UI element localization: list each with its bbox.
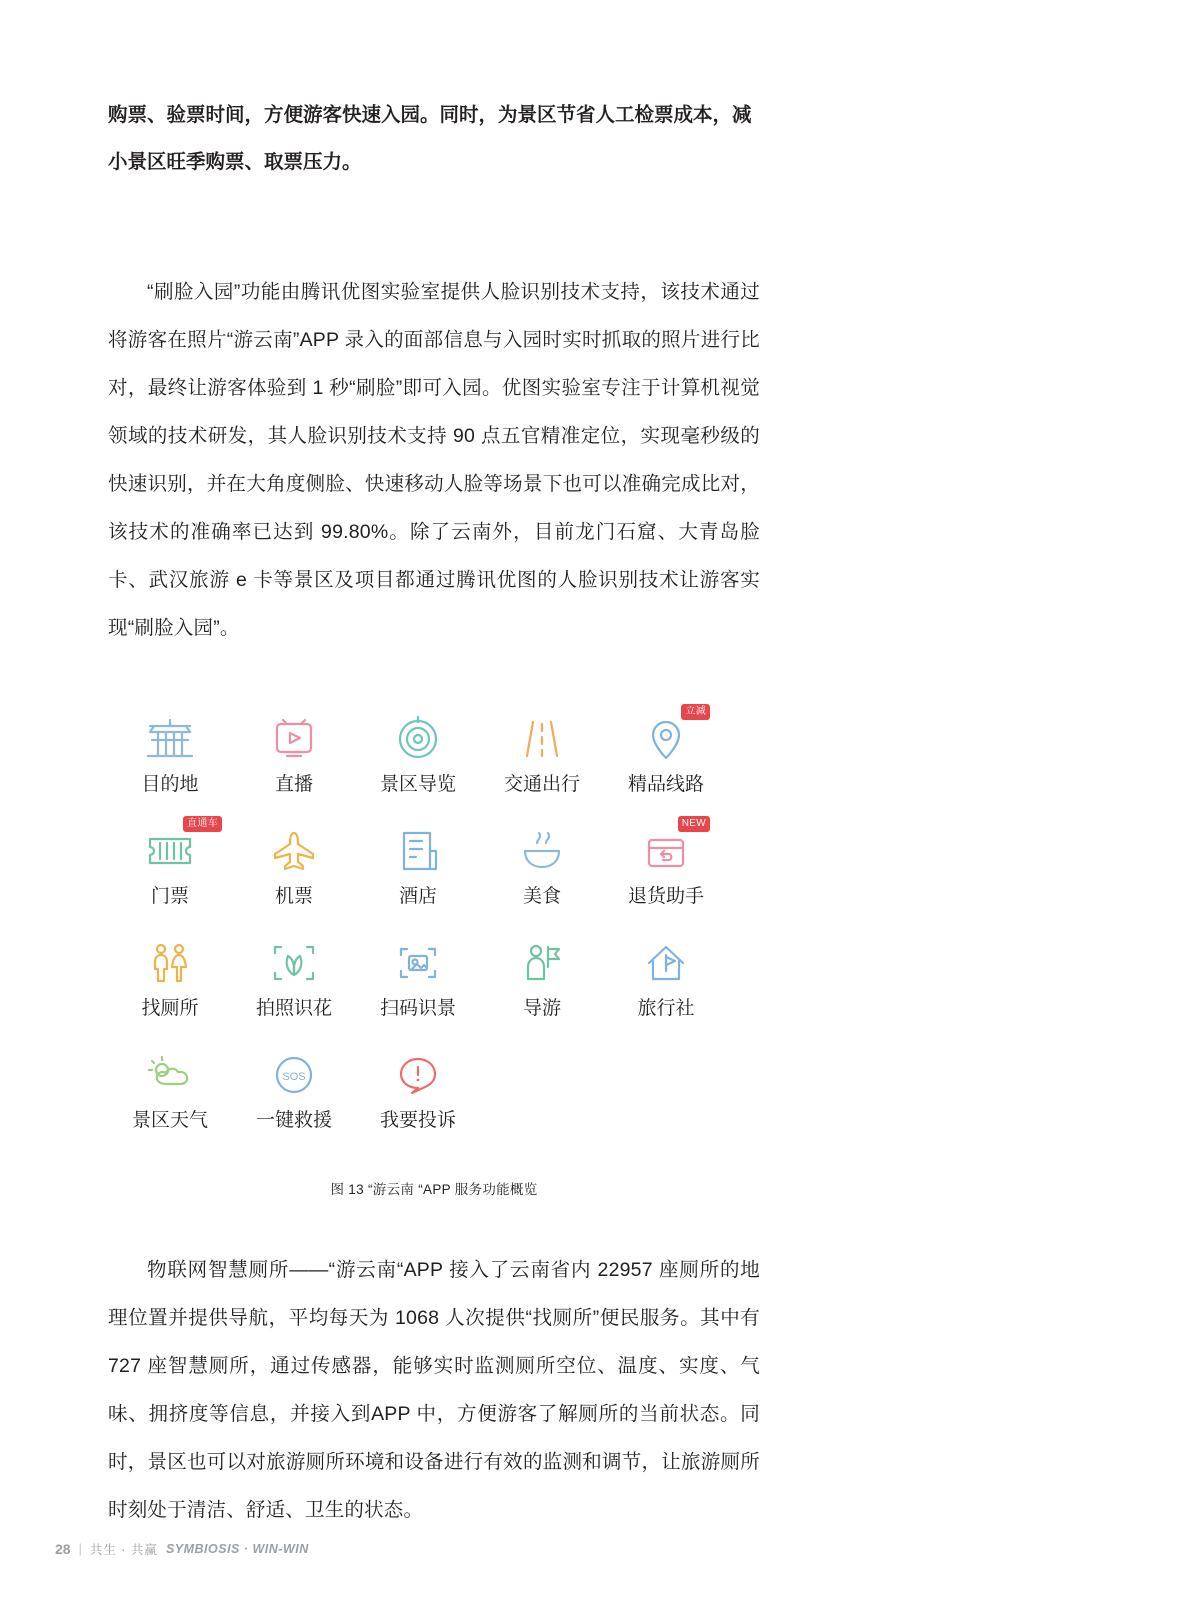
app-feature-item[interactable] <box>356 708 480 820</box>
body-paragraph-2: 物联网智慧厕所——“游云南“APP 接入了云南省内 22957 座厕所的地理位置并提供导航，平均每天为 1068 人次提供“找厕所”便民服务。其中有 727 座智慧厕所，通过传感器，能够实时监测厕所空位、温度、实度、气味、拥挤度等信息，并接入到APP 中，方便游客了解厕所的当前状态。同时，景区也可以对旅游厕所环境和设备进行有效的监测和调节，让旅游厕所时刻处于清洁、舒适、卫生的状态。 <box>108 1259 760 1521</box>
app-feature-label: 直播 <box>274 774 313 795</box>
app-feature-label: 酒店 <box>398 886 437 907</box>
icon-grid <box>108 708 760 1156</box>
live-play-icon <box>264 708 324 770</box>
flower-scan-icon <box>264 932 324 994</box>
app-feature-item[interactable] <box>108 708 232 820</box>
restroom-icon <box>140 932 200 994</box>
airplane-icon <box>264 820 324 882</box>
badge-new: NEW <box>678 816 710 832</box>
app-feature-item[interactable] <box>604 820 728 932</box>
return-goods-icon <box>636 818 706 882</box>
page-content <box>108 92 760 1534</box>
app-feature-item[interactable] <box>356 1044 480 1156</box>
app-feature-label: 我要投诉 <box>379 1110 456 1131</box>
app-feature-item[interactable] <box>604 708 728 820</box>
travel-agency-icon <box>636 932 696 994</box>
app-feature-label: 拍照识花 <box>255 998 332 1019</box>
sos-icon <box>264 1044 324 1106</box>
app-feature-label: 退货助手 <box>627 886 704 907</box>
app-feature-label: 机票 <box>274 886 313 907</box>
app-feature-item[interactable] <box>232 932 356 1044</box>
road-icon <box>512 708 572 770</box>
figure-app-services <box>108 700 760 1198</box>
page-number: 28 <box>55 1541 71 1557</box>
spacer <box>108 186 760 268</box>
app-feature-item[interactable] <box>480 932 604 1044</box>
spacer <box>108 1198 760 1246</box>
app-feature-label: 旅行社 <box>637 998 695 1019</box>
lead-paragraph: 购票、验票时间，方便游客快速入园。同时，为景区节省人工检票成本，减小景区旺季购票、取票压力。 <box>108 104 752 173</box>
svg-text:SOS: SOS <box>282 1071 306 1083</box>
ticket-icon <box>140 818 218 882</box>
figure-caption: 图 13 “游云南 “APP 服务功能概览 <box>330 1182 538 1197</box>
app-feature-item[interactable] <box>480 820 604 932</box>
page-footer <box>55 1540 309 1558</box>
app-feature-label: 景区天气 <box>131 1110 208 1131</box>
tour-guide-icon <box>512 932 572 994</box>
app-feature-label: 一键救援 <box>255 1110 332 1131</box>
app-feature-item[interactable] <box>604 932 728 1044</box>
spacer <box>108 652 760 700</box>
food-bowl-icon <box>512 820 572 882</box>
badge-shuttle: 直通车 <box>183 816 222 832</box>
app-feature-item[interactable] <box>232 820 356 932</box>
app-feature-item[interactable] <box>356 820 480 932</box>
app-feature-label: 美食 <box>522 886 561 907</box>
footer-title-cn: 共生 · 共赢 <box>89 1543 158 1557</box>
app-feature-label: 目的地 <box>141 774 199 795</box>
badge-discount: 立减 <box>681 704 710 720</box>
app-feature-item[interactable] <box>108 932 232 1044</box>
app-feature-label: 扫码识景 <box>379 998 456 1019</box>
weather-cloud-icon <box>140 1044 200 1106</box>
app-feature-label: 景区导览 <box>379 774 456 795</box>
gate-icon <box>140 708 200 770</box>
app-feature-item[interactable] <box>232 1044 356 1156</box>
compass-target-icon <box>388 708 448 770</box>
body-paragraph-1: “刷脸入园”功能由腾讯优图实验室提供人脸识别技术支持，该技术通过将游客在照片“游云南”APP 录入的面部信息与入园时实时抓取的照片进行比对，最终让游客体验到 1 秒“刷脸”即可入园。优图实验室专注于计算机视觉领域的技术研发，其人脸识别技术支持 90 点五官精准定位，实现毫秒级的快速识别，并在大角度侧脸、快速移动人脸等场景下也可以准确完成比对，该技术的准确率已达到 99.80%。除了云南外，目前龙门石窟、大青岛脸卡、武汉旅游 e 卡等景区及项目都通过腾讯优图的人脸识别技术让游客实现“刷脸入园”。 <box>108 281 760 639</box>
app-feature-label: 门票 <box>150 886 189 907</box>
app-feature-label: 交通出行 <box>503 774 580 795</box>
app-feature-item[interactable] <box>108 820 232 932</box>
app-feature-item[interactable] <box>108 1044 232 1156</box>
location-pin-icon <box>636 706 706 770</box>
footer-title-en: SYMBIOSIS · WIN-WIN <box>165 1542 309 1556</box>
hotel-bed-icon <box>388 820 448 882</box>
app-feature-item[interactable] <box>232 708 356 820</box>
complaint-icon <box>388 1044 448 1106</box>
footer-separator: | <box>78 1542 82 1556</box>
app-feature-label: 精品线路 <box>627 774 704 795</box>
qr-scan-icon <box>388 932 448 994</box>
app-feature-label: 找厕所 <box>141 998 199 1019</box>
app-feature-label: 导游 <box>522 998 561 1019</box>
app-feature-item[interactable] <box>356 932 480 1044</box>
app-feature-item[interactable] <box>480 708 604 820</box>
